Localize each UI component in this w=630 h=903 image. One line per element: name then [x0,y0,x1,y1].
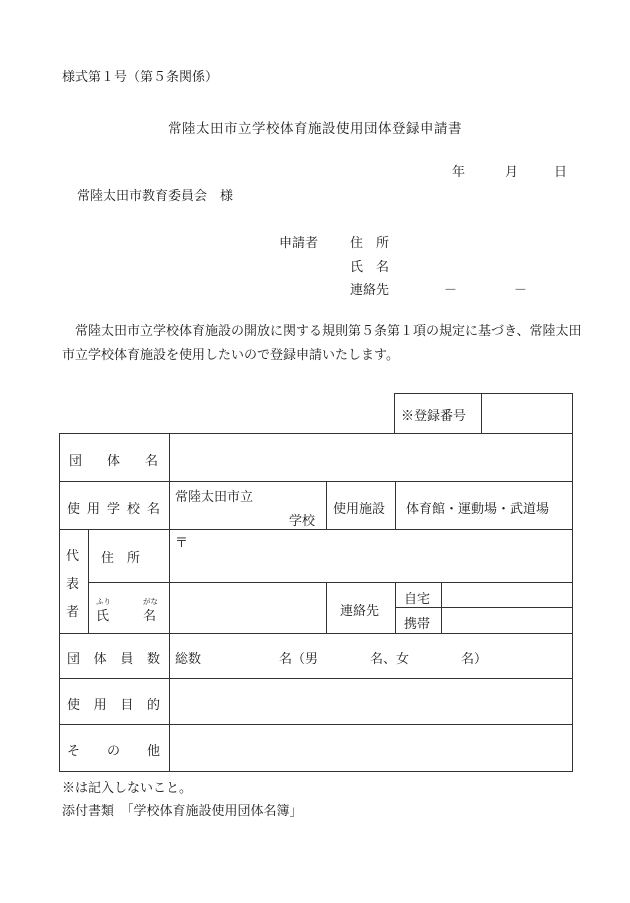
facility-label: 使用施設 [333,502,386,517]
purpose-label: 使 用 目 的 [67,698,160,713]
home-phone-field[interactable] [442,583,572,607]
table-line [88,529,89,633]
school-prefix: 常陸太田市立 [175,490,254,505]
mobile-phone-label: 携帯 [404,617,431,632]
purpose-field[interactable] [170,679,572,724]
registration-number-field[interactable] [482,394,572,433]
note: ※は記入しないこと。 [62,781,193,796]
postal-mark: 〒 [175,536,189,551]
registration-number-label: ※登録番号 [401,409,467,424]
furigana-ruby: がな [143,597,158,606]
form-title: 常陸太田市立学校体育施設使用団体登録申請書 [168,121,462,137]
facility-options[interactable]: 体育館・運動場・武道場 [406,502,550,517]
table-line [394,393,395,433]
table-line [59,433,60,772]
applicant-contact-label: 連絡先 [350,283,390,298]
table-line [59,481,573,482]
applicant-address-label: 住 所 [350,236,390,251]
mobile-phone-field[interactable] [442,608,572,633]
school-name-label: 使 用 学 校 名 [67,502,160,517]
group-name-field[interactable] [170,434,572,481]
table-line [326,481,327,529]
table-line [572,393,573,772]
school-suffix: 学校 [289,514,316,529]
form-number: 様式第１号（第５条関係） [62,70,219,85]
other-field[interactable] [170,725,572,771]
contact-dash: － [444,283,458,298]
representative-label-3: 者 [66,605,80,620]
table-line [59,771,573,772]
applicant-label: 申請者 [279,236,319,251]
contact-dash: － [514,283,528,298]
table-line [326,582,327,633]
rep-contact-label: 連絡先 [340,604,380,619]
other-label: そ の 他 [67,744,160,759]
rep-name-char: 氏 [96,609,110,624]
addressee: 常陸太田市教育委員会 様 [77,189,234,204]
date-month-label: 月 [505,165,519,180]
rep-name-char: 名 [143,609,157,624]
body-paragraph: 常陸太田市立学校体育施設の開放に関する規則第５条第１項の規定に基づき、常陸太田市立学校体育施設を使用したいので登録申請いたします。 [62,324,582,363]
date-year-label: 年 [452,165,466,180]
members-label: 団 体 員 数 [67,652,160,667]
home-phone-label: 自宅 [404,592,431,607]
representative-label-2: 表 [66,577,80,592]
applicant-name-label: 氏 名 [350,260,390,275]
table-line [59,633,573,634]
rep-name-field[interactable] [170,583,326,633]
group-name-label: 団 体 名 [69,454,158,469]
rep-address-field[interactable] [170,530,572,582]
representative-label-1: 代 [66,549,80,564]
table-line [395,481,396,529]
date-day-label: 日 [554,165,568,180]
rep-address-label: 住 所 [101,551,141,566]
attachments: 添付書類 「学校体育施設使用団体名簿」 [62,804,303,819]
table-line [395,582,396,633]
members-value[interactable]: 総数 名（男 名、女 名） [175,652,488,667]
furigana-ruby: ふり [96,597,111,606]
